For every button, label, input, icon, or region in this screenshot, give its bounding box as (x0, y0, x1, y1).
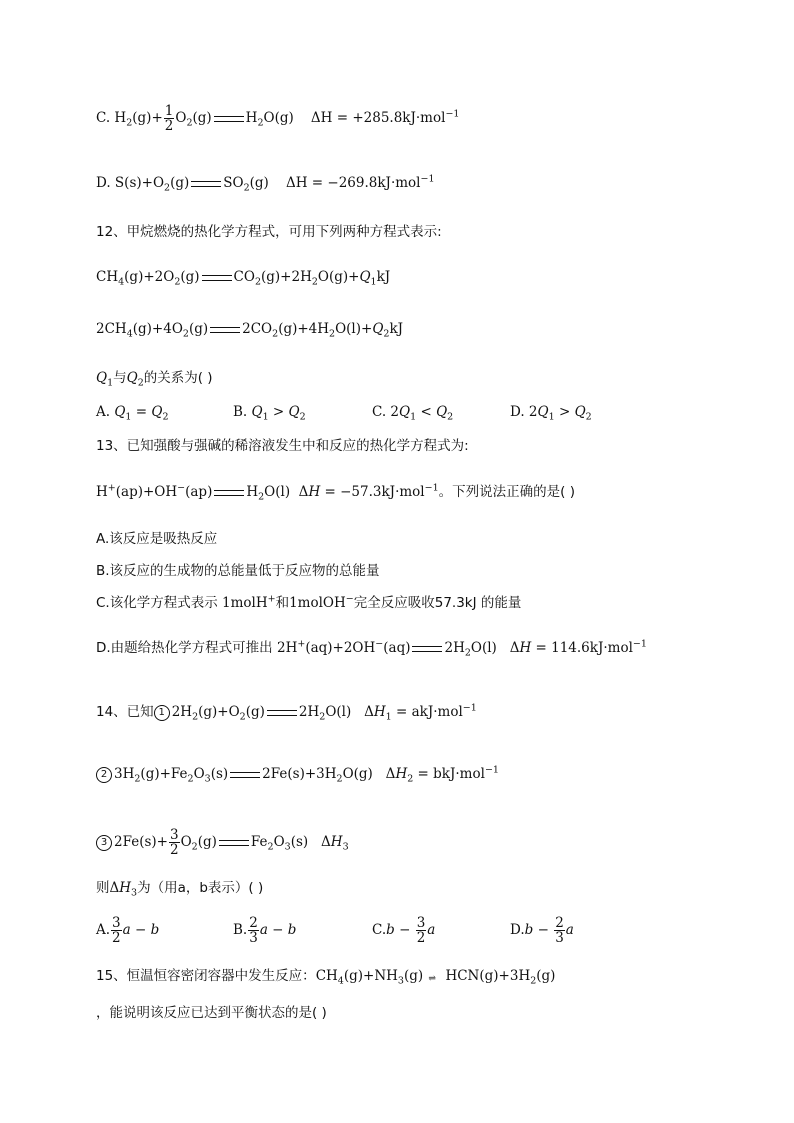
q11-option-c: C. $H_2(g)+$ $\frac{1}{2}$ $O_2(g)$ $H_2O(g)$ ΔH = +285.8kJ·mol$^{-1}$ (96, 103, 460, 134)
question-text: 。下列说法正确的是( ) (438, 484, 575, 500)
q13-option-c: C.该化学方程式表示 1molH+和1molOH−完全反应吸收57.3kJ 的能量 (96, 593, 522, 611)
enthalpy-value: ΔH = −269.8kJ·mol (285, 175, 421, 191)
q14-option-c: C.b − $\frac{3}{2}$ a (372, 915, 436, 946)
question-text: 14、已知 (96, 704, 154, 720)
q11-option-d: D. $S(s)+O_2(g)$ $SO_2(g)$ ΔH = −269.8kJ·mol$^{-1}$ (96, 173, 435, 194)
option-label: C. (96, 110, 111, 126)
q13-stem: 13、已知强酸与强碱的稀溶液发生中和反应的热化学方程式为: (96, 438, 469, 454)
reversible-arrow-icon: ⇌ (428, 973, 436, 984)
option-text: 和 (275, 595, 290, 611)
q12-option-b: B. $Q_1 > Q_2$ (233, 404, 306, 423)
q13-option-a: A.该反应是吸热反应 (96, 531, 218, 547)
option-label: D. (510, 404, 525, 420)
q15-question: ，能说明该反应已达到平衡状态的是( ) (96, 1005, 327, 1021)
circled-two: 2 (96, 767, 112, 783)
question-text: 15、恒温恒容密闭容器中发生反应： (96, 968, 316, 984)
option-label: A. (96, 922, 111, 938)
q14-question: 则$\Delta H_3$为（用a，b表示）( ) (96, 880, 264, 899)
circled-three: 3 (96, 835, 112, 851)
option-text: 完全反应吸收57.3kJ 的能量 (353, 595, 522, 611)
q14-equation-1: 14、已知 1 $2H_2(g)+O_2(g)$ $2H_2O(l) \Delta H_1 = akJ\cdot mol^{-1}$ (96, 702, 477, 723)
option-label: D. (96, 175, 111, 191)
q15-stem: 15、恒温恒容密闭容器中发生反应：$CH_4(g)+NH_3(g)$ ⇌ $HCN(g)+3H_2(g)$ (96, 968, 556, 987)
question-text: 则 (96, 880, 110, 896)
q14-option-a: A. $\frac{3}{2}$ a − b (96, 915, 160, 946)
q12-equation-1: $CH_4(g)+2O_2(g)$ $CO_2(g)+2H_2O(g)+Q_1kJ$ (96, 269, 391, 288)
question-text: 为（用a，b表示）( ) (137, 880, 264, 896)
q12-question: $Q_1$与$Q_2$的关系为( ) (96, 370, 213, 389)
option-label: B. (233, 922, 248, 938)
enthalpy-value: ΔH = +285.8kJ·mol (310, 110, 446, 126)
q14-equation-3: 3 2Fe(s)+ $\frac{3}{2}$ $O_2(g)$ $Fe_2O_3(s)$ $\Delta H_3$ (96, 828, 349, 857)
option-label: A. (96, 404, 111, 420)
q12-option-c: C. $2Q_1 < Q_2$ (372, 404, 454, 423)
option-text: D.由题给热化学方程式可推出 (96, 640, 273, 656)
q13-equation: H+(ap)+OH−(ap) $H_2O(l) \Delta H = -57.3kJ\cdot mol^{-1}$。下列说法正确的是( ) (96, 482, 575, 503)
option-label: B. (233, 404, 248, 420)
q14-equation-2: 2 $3H_2(g)+Fe_2O_3(s)$ $2Fe(s)+3H_2O(g) \Delta H_2 = bkJ\cdot mol^{-1}$ (96, 765, 499, 783)
option-text: C.该化学方程式表示 (96, 595, 218, 611)
option-label: C. (372, 404, 387, 420)
q14-option-d: D.b − $\frac{2}{3}$ a (510, 915, 574, 946)
q12-stem: 12、甲烷燃烧的热化学方程式，可用下列两种方程式表示: (96, 224, 442, 240)
q12-option-d: D. $2Q_1 > Q_2$ (510, 404, 592, 423)
q13-option-d: D.由题给热化学方程式可推出 2H+(aq)+2OH−(aq) $2H_2O(l) \Delta H = 114.6kJ\cdot mol^{-1}$ (96, 638, 647, 659)
circled-one: 1 (154, 705, 170, 721)
option-label: C. (372, 922, 387, 938)
option-label: D. (510, 922, 525, 938)
q12-equation-2: $2CH_4(g)+4O_2(g)$ $2CO_2(g)+4H_2O(l)+Q_2kJ$ (96, 321, 404, 340)
q12-option-a: A. $Q_1 = Q_2$ (96, 404, 169, 423)
question-text: 的关系为( ) (143, 370, 213, 386)
q13-option-b: B.该反应的生成物的总能量低于反应物的总能量 (96, 563, 380, 579)
q14-option-b: B. $\frac{2}{3}$ a − b (233, 915, 297, 946)
